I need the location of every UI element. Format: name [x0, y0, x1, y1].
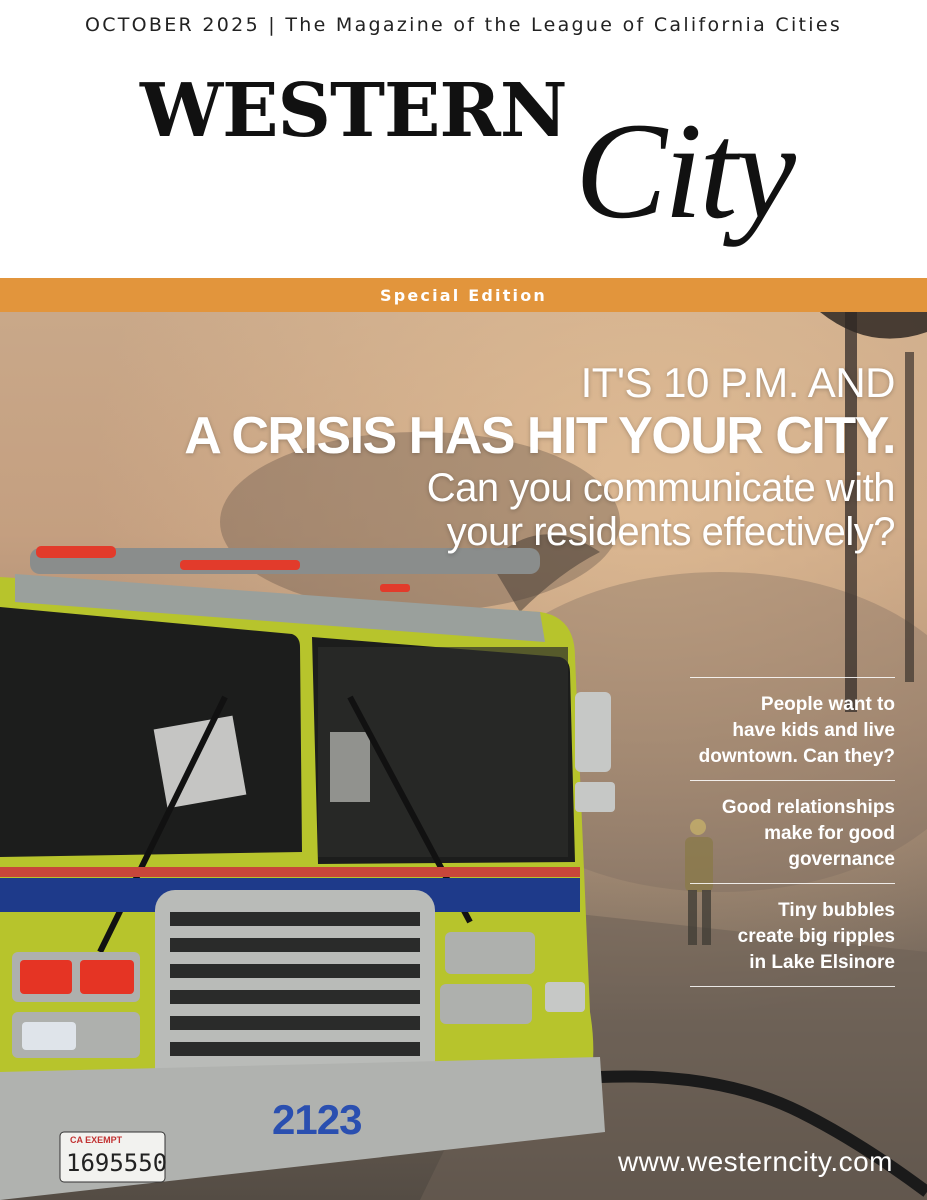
plate-number: 1695550 [66, 1149, 168, 1177]
headline-line4: your residents effectively? [446, 510, 895, 554]
story-teaser[interactable] [690, 677, 895, 780]
cover-headline [184, 360, 895, 554]
story-line: in Lake Elsinore [749, 952, 895, 973]
story-line: have kids and live [732, 720, 895, 741]
story-line: governance [788, 849, 895, 870]
website-url[interactable]: www.westerncity.com [617, 1146, 893, 1177]
story-line: downtown. Can they? [698, 746, 895, 767]
truck-number: 2123 [272, 1096, 362, 1143]
masthead [0, 0, 927, 278]
cover-stories [690, 677, 895, 987]
story-line: create big ripples [737, 926, 895, 947]
story-line: Good relationships [721, 797, 895, 818]
story-line: People want to [760, 694, 895, 715]
story-teaser[interactable] [690, 883, 895, 987]
story-line: Tiny bubbles [778, 900, 895, 921]
logo-western: WESTERN [140, 68, 567, 154]
story-teaser[interactable] [690, 780, 895, 883]
headline-line1: IT'S 10 P.M. AND [580, 359, 895, 406]
special-edition-band [0, 278, 927, 312]
issue-line: OCTOBER 2025 | The Magazine of the League of California Cities [84, 14, 843, 36]
story-line: make for good [764, 823, 895, 844]
headline-line3: Can you communicate with [426, 466, 895, 510]
logo-city: City [575, 94, 793, 247]
headline-line2: A CRISIS HAS HIT YOUR CITY. [184, 407, 895, 465]
special-edition-label: Special Edition [379, 286, 548, 305]
plate-top: CA EXEMPT [70, 1135, 123, 1145]
